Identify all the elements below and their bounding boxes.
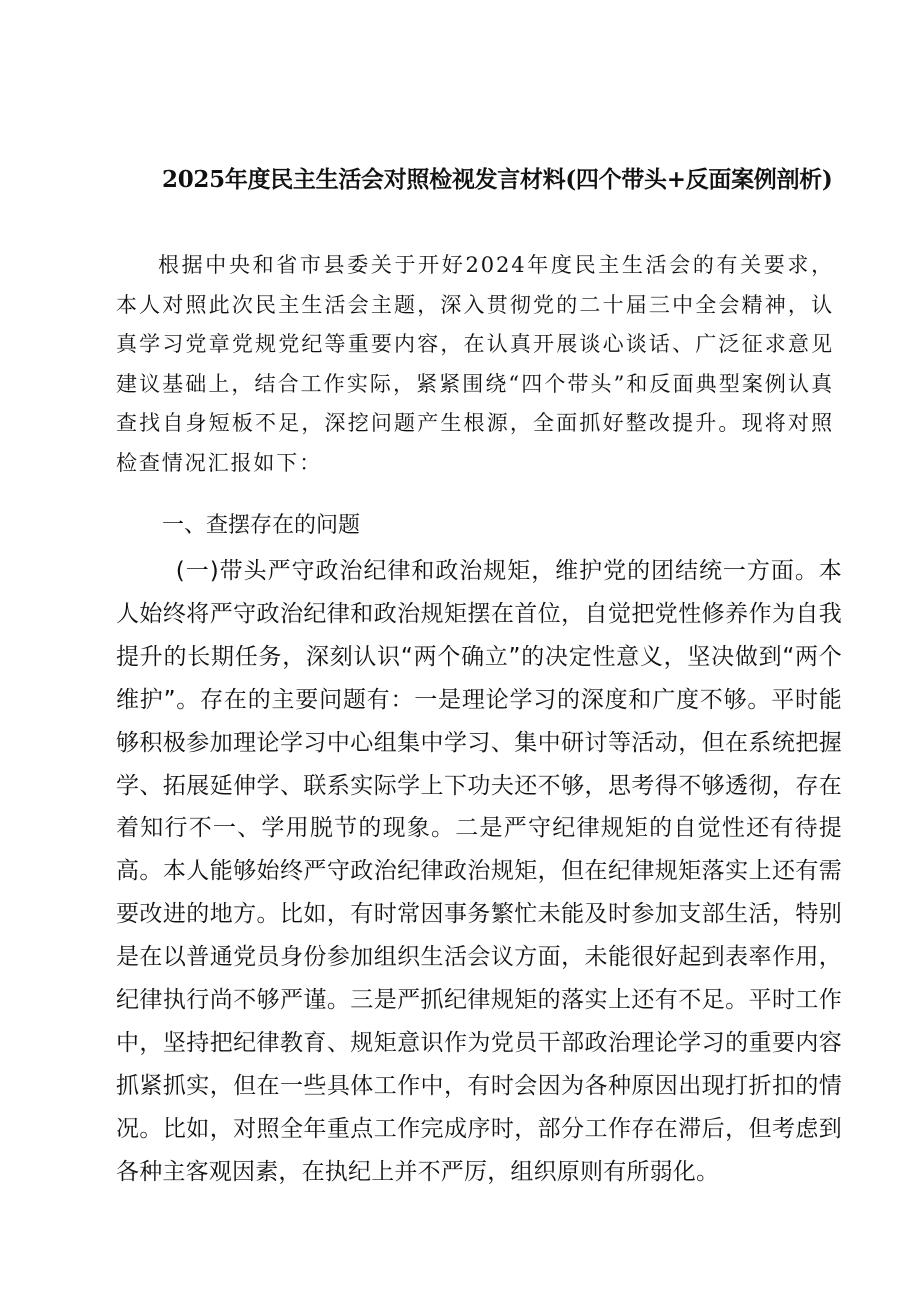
section-heading: 一、查摆存在的问题	[162, 513, 361, 538]
document-title: 2025年度民主生活会对照检视发言材料(四个带头+反面案例剖析)	[162, 166, 833, 193]
body-paragraph: (一)带头严守政治纪律和政治规矩，维护党的团结统一方面。本人始终将严守政治纪律和政治规矩摆在首位，自觉把党性修养作为自我提升的长期任务，深刻认识“两个确立”的决定性意义，坚决做到“两个维护”。存在的主要问题有：一是理论学习的深度和广度不够。平时能够积极参加理论学习中心组集中学习、集中研讨等活动，但在系统把握学、拓展延伸学、联系实际学上下功夫还不够，思考得不够透彻，存在着知行不一、学用脱节的现象。二是严守纪律规矩的自觉性还有待提高。本人能够始终严守政治纪律政治规矩，但在纪律规矩落实上还有需要改进的地方。比如，有时常因事务繁忙未能及时参加支部生活，特别是在以普通党员身份参加组织生活会议方面，未能很好起到表率作用，纪律执行尚不够严谨。三是严抓纪律规矩的落实上还有不足。平时工作中，坚持把纪律教育、规矩意识作为党员干部政治理论学习的重要内容抓紧抓实，但在一些具体工作中，有时会因为各种原因出现打折扣的情况。比如，对照全年重点工作完成序时，部分工作存在滞后，但考虑到各种主客观因素，在执纪上并不严厉，组织原则有所弱化。	[116, 558, 842, 1185]
intro-paragraph: 根据中央和省市县委关于开好2024年度民主生活会的有关要求，本人对照此次民主生活会主题，深入贯彻党的二十届三中全会精神，认真学习党章党规党纪等重要内容，在认真开展谈心谈话、广泛征求意见建议基础上，结合工作实际，紧紧围绕“四个带头”和反面典型案例认真查找自身短板不足，深挖问题产生根源，全面抓好整改提升。现将对照检查情况汇报如下：	[116, 253, 834, 475]
